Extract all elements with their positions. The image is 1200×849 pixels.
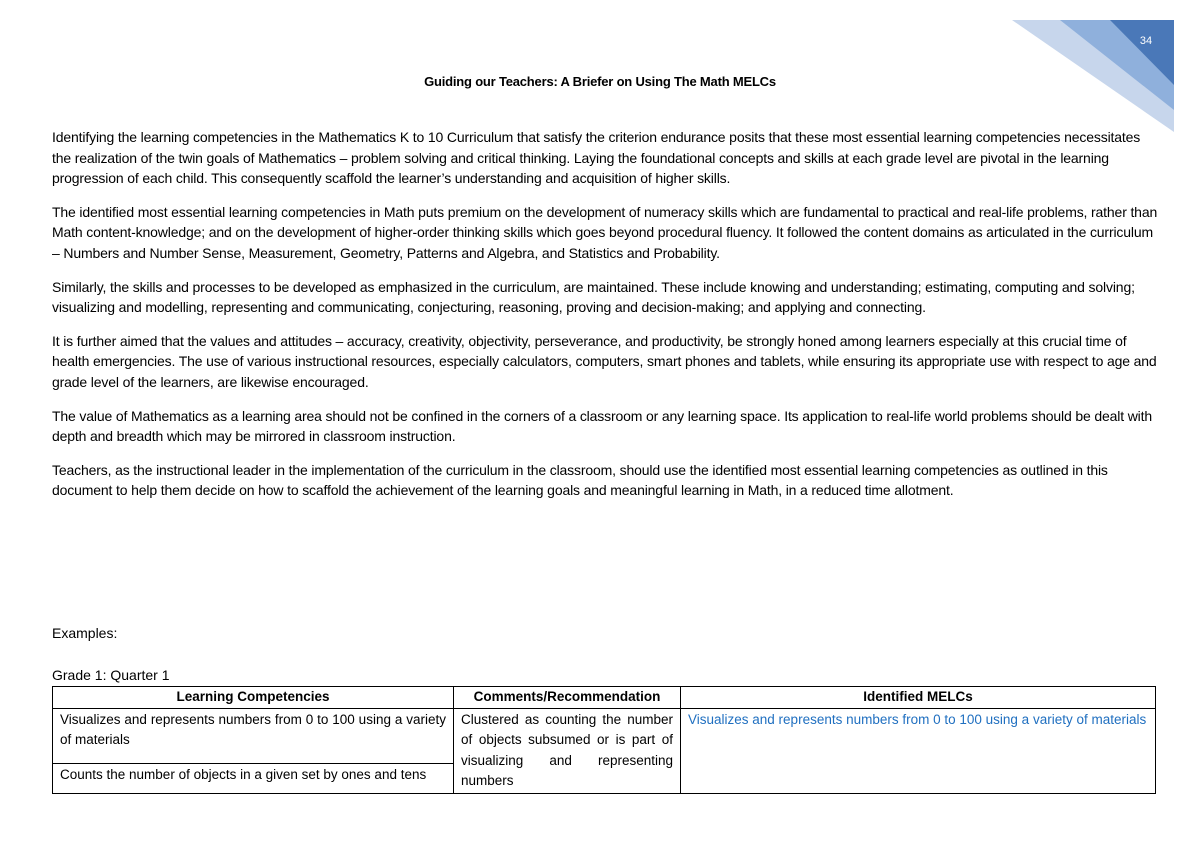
paragraph: It is further aimed that the values and attitudes – accuracy, creativity, objectivity, perseverance, and productivity, be strongly honed among learners especially at this crucial time of health emergencies. The use of various instructional resources, especially calculators, computers, smart phones and tablets, while ensuring its appropriate use with respect to age and grade level of the learners, are likewise encouraged. bbox=[52, 332, 1157, 390]
competency-cell: Counts the number of objects in a given set by ones and tens bbox=[53, 763, 454, 793]
table-header-row bbox=[53, 687, 1156, 709]
competency-cell: Visualizes and represents numbers from 0 to 100 using a variety of materials bbox=[53, 708, 454, 763]
paragraph: Teachers, as the instructional leader in the implementation of the curriculum in the classroom, should use the identified most essential learning competencies as outlined in this document to help them decide on how to scaffold the achievement of the learning goals and meaningful learning in Math, in a reduced time allotment. bbox=[52, 461, 1108, 499]
body-text bbox=[52, 127, 1162, 514]
page-number: 34 bbox=[1139, 35, 1153, 47]
table-row bbox=[53, 708, 1156, 763]
paragraph: Similarly, the skills and processes to be developed as emphasized in the curriculum, are maintained. These include knowing and understanding; estimating, computing and solving; visualizing and modelling, representing and communicating, conjecturing, reasoning, proving and decision-making; and applying and connecting. bbox=[52, 278, 1135, 316]
header-identified-melcs: Identified MELCs bbox=[681, 687, 1156, 709]
header-comments: Comments/Recommendation bbox=[454, 687, 681, 709]
page-title: Guiding our Teachers: A Briefer on Using The Math MELCs bbox=[424, 74, 776, 89]
melc-table bbox=[52, 686, 1156, 794]
examples-label: Examples: bbox=[52, 625, 118, 641]
grade-label: Grade 1: Quarter 1 bbox=[52, 667, 170, 683]
paragraph: The value of Mathematics as a learning area should not be confined in the corners of a classroom or any learning space. Its application to real-life world problems should be dealt with depth and breadth which may be mirrored in classroom instruction. bbox=[52, 407, 1153, 445]
melc-cell: Visualizes and represents numbers from 0 to 100 using a variety of materials bbox=[681, 708, 1156, 793]
comment-cell: Clustered as counting the number of objects subsumed or is part of visualizing and representing numbers bbox=[454, 708, 681, 793]
paragraph: Identifying the learning competencies in the Mathematics K to 10 Curriculum that satisfy the criterion endurance posits that these most essential learning competencies necessitates the realization of the twin goals of Mathematics – problem solving and critical thinking. Laying the foundational concepts and skills at each grade level are pivotal in the learning progression of each child. This consequently scaffold the learner’s understanding and acquisition of higher skills. bbox=[52, 129, 1141, 187]
paragraph: The identified most essential learning competencies in Math puts premium on the development of numeracy skills which are fundamental to practical and real-life problems, rather than Math content-knowledge; and on the development of higher-order thinking skills which goes beyond procedural fluency. It followed the content domains as articulated in the curriculum – Numbers and Number Sense, Measurement, Geometry, Patterns and Algebra, and Statistics and Probability. bbox=[52, 203, 1158, 261]
header-learning-competencies: Learning Competencies bbox=[53, 687, 454, 709]
